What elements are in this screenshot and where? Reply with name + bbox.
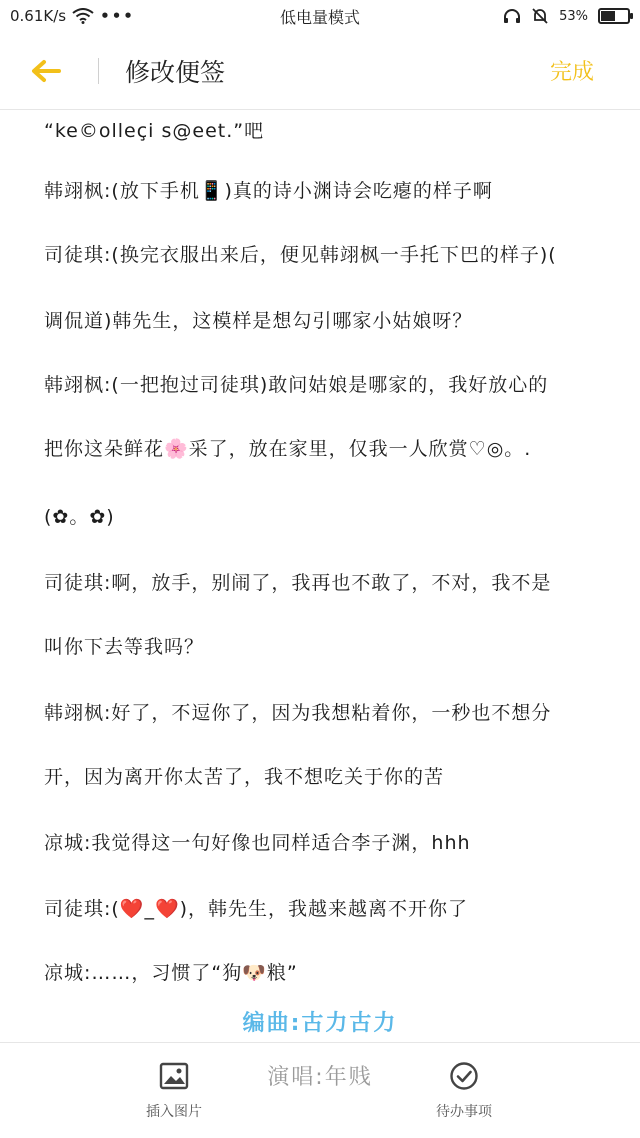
battery-fill — [601, 11, 615, 21]
note-line: 凉城:我觉得这一句好像也同样适合李子渊，hhh — [44, 832, 471, 854]
bottom-toolbar — [0, 1042, 640, 1138]
status-bar — [0, 0, 640, 32]
watermark-composer: 编曲:古力古力 — [242, 1011, 398, 1036]
headphones-icon — [503, 8, 521, 24]
note-line: 司徒琪:啊，放手，别闹了，我再也不敢了，不对，我不是 — [44, 572, 552, 594]
image-icon — [159, 1061, 189, 1091]
watermark-singer: 演唱:年贱 — [267, 1065, 373, 1090]
note-line: 韩翊枫:(放下手机📱)真的诗小渊诗会吃瘪的样子啊 — [44, 180, 493, 202]
arrow-left-icon — [31, 59, 61, 83]
header — [0, 32, 640, 110]
back-button[interactable] — [0, 32, 68, 110]
mute-bell-icon — [531, 7, 549, 25]
battery-icon — [598, 8, 630, 24]
note-line: (✿。✿) — [44, 506, 115, 528]
network-speed: 0.61K/s — [10, 7, 67, 25]
more-dots-icon: ••• — [100, 7, 135, 25]
header-divider — [98, 58, 99, 84]
note-line: 调侃道)韩先生，这模样是想勾引哪家小姑娘呀？ — [44, 310, 473, 332]
wifi-icon — [72, 8, 94, 24]
low-power-mode-label: 低电量模式 — [279, 7, 360, 27]
page-title: 修改便签 — [125, 57, 226, 87]
battery-percent: 53% — [559, 8, 588, 24]
note-line: 叫你下去等我吗？ — [44, 636, 205, 658]
todo-label: 待办事项 — [436, 1104, 492, 1120]
note-editor[interactable] — [0, 110, 640, 1042]
note-line: 韩翊枫:(一把抱过司徒琪)敢问姑娘是哪家的，我好放心的 — [44, 374, 549, 396]
note-line: 韩翊枫:好了，不逗你了，因为我想粘着你，一秒也不想分 — [44, 702, 552, 724]
todo-button[interactable] — [394, 1061, 534, 1121]
note-line: 凉城:……，习惯了“狗🐶粮” — [44, 962, 298, 984]
note-line: 开，因为离开你太苦了，我不想吃关于你的苦 — [44, 766, 445, 788]
note-line: 司徒琪:(换完衣服出来后，便见韩翊枫一手托下巴的样子)( — [44, 244, 557, 266]
status-right — [430, 7, 630, 25]
status-left — [10, 7, 210, 25]
insert-image-button[interactable] — [104, 1061, 244, 1121]
note-line: 把你这朵鲜花🌸采了，放在家里，仅我一人欣赏♡◎。. — [44, 438, 532, 460]
note-line: 司徒琪:(❤️_❤️)，韩先生，我越来越离不开你了 — [44, 898, 469, 920]
insert-image-label: 插入图片 — [146, 1104, 202, 1120]
note-line: “ke©olleçi s@eet.”吧 — [44, 120, 265, 142]
check-circle-icon — [449, 1061, 479, 1091]
done-button[interactable]: 完成 — [549, 60, 594, 85]
